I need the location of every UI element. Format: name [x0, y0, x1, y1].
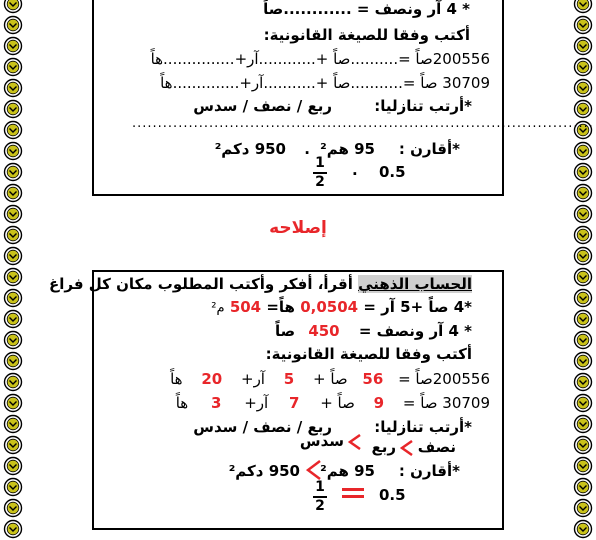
border-circle-icon — [3, 519, 23, 539]
correction-title: إصلاحه — [269, 218, 327, 238]
border-circle-icon — [573, 162, 593, 182]
border-circle-icon — [573, 435, 593, 455]
corr-line-4-u3: هاً — [170, 370, 183, 388]
corr-order-answer-c: سدس — [299, 432, 344, 450]
border-circle-icon — [3, 78, 23, 98]
blank-line-3: 200556صاً =..........صاً +............آر+...............هاً — [150, 50, 490, 68]
corr-line-5-v2: 7 — [288, 394, 300, 412]
border-circle-icon — [573, 330, 593, 350]
border-circle-icon — [3, 162, 23, 182]
border-circle-icon — [573, 36, 593, 56]
fraction-denominator: 2 — [315, 498, 325, 514]
corr-line-3: أكتب وفقا للصيغة القانونية: — [265, 345, 472, 363]
corr-line-5-u2: آر+ — [244, 394, 269, 412]
corr-decimal: 0.5 — [379, 486, 406, 504]
blank-decimal: 0.5 — [379, 163, 406, 181]
corr-line-4-v1: 56 — [362, 370, 384, 388]
border-circle-icon — [573, 456, 593, 476]
border-circle-icon — [3, 477, 23, 497]
corr-line-1-value1: 0,0504 — [300, 298, 359, 316]
border-circle-icon — [573, 267, 593, 287]
corr-compare-b: 950 دكم² — [228, 462, 300, 480]
corr-line-4-u2: آر+ — [241, 370, 265, 388]
border-circle-icon — [3, 267, 23, 287]
corr-line-1-prefix: *4 صاً +5 آر = — [363, 298, 472, 316]
border-circle-icon — [573, 519, 593, 539]
border-circle-icon — [3, 498, 23, 518]
corr-line-2-unit: صاً — [274, 322, 296, 340]
corr-order-answer-b: ربع — [371, 438, 396, 456]
greater-than-mark — [306, 460, 322, 480]
border-circle-icon — [3, 246, 23, 266]
border-circle-icon — [573, 15, 593, 35]
blank-line-2: أكتب وفقا للصيغة القانونية: — [263, 26, 470, 44]
blank-compare-a: 95 هم² — [320, 140, 375, 158]
border-circle-icon — [573, 246, 593, 266]
fraction-numerator: 1 — [315, 155, 325, 171]
greater-than-mark — [348, 434, 362, 450]
border-circle-icon — [3, 15, 23, 35]
corr-line-4-v2: 5 — [283, 370, 295, 388]
corr-line-1-unit: م² — [211, 301, 225, 316]
border-circle-icon — [573, 498, 593, 518]
corr-line-2 — [275, 322, 472, 340]
corr-line-5-u3: هاً — [175, 394, 189, 412]
header-highlight: الحساب الذهني — [358, 275, 472, 293]
blank-order-values: ربع / نصف / سدس — [193, 97, 332, 115]
border-circle-icon — [573, 309, 593, 329]
corr-compare-label: *أقارن : — [398, 462, 460, 480]
border-circle-icon — [573, 393, 593, 413]
border-circle-icon — [3, 57, 23, 77]
border-circle-icon — [573, 57, 593, 77]
border-circle-icon — [3, 456, 23, 476]
corr-line-5-v3: 3 — [211, 394, 222, 412]
corr-compare-a: 95 هم² — [320, 462, 375, 480]
corr-line-2-prefix: * 4 آر ونصف = — [358, 322, 472, 340]
border-circle-icon — [3, 36, 23, 56]
corr-line-5 — [176, 394, 490, 412]
blank-dotted-line: .......................................................................................... — [132, 116, 594, 131]
corr-line-5-v1: 9 — [373, 394, 385, 412]
blank-fraction — [313, 156, 327, 190]
border-circle-icon — [3, 351, 23, 371]
corr-line-5-prefix: 30709 صاً = — [402, 394, 490, 412]
border-circle-icon — [3, 414, 23, 434]
left-decorative-border — [0, 0, 26, 540]
border-circle-icon — [573, 183, 593, 203]
blank-order-label: *أرتب تنازليا: — [374, 97, 472, 115]
corr-line-1 — [211, 298, 472, 318]
corr-line-5-u1: صاً + — [320, 394, 355, 412]
blank-compare-dot: . — [304, 140, 310, 158]
border-circle-icon — [3, 435, 23, 455]
border-circle-icon — [573, 351, 593, 371]
exercise-box-corrected — [49, 270, 504, 530]
border-circle-icon — [3, 330, 23, 350]
border-circle-icon — [3, 0, 23, 14]
corr-line-4 — [170, 370, 490, 388]
blank-compare-label: *أقارن : — [398, 140, 460, 158]
border-circle-icon — [3, 120, 23, 140]
corr-order-label: *أرتب تنازليا: — [374, 418, 472, 436]
border-circle-icon — [573, 78, 593, 98]
border-circle-icon — [573, 288, 593, 308]
border-circle-icon — [3, 309, 23, 329]
border-circle-icon — [573, 372, 593, 392]
border-circle-icon — [3, 99, 23, 119]
border-circle-icon — [3, 372, 23, 392]
border-circle-icon — [573, 141, 593, 161]
mental-math-header — [49, 275, 472, 293]
border-circle-icon — [3, 183, 23, 203]
corr-fraction — [313, 480, 327, 514]
corr-line-2-value: 450 — [308, 322, 340, 340]
corr-line-4-v3: 20 — [201, 370, 223, 388]
border-circle-icon — [573, 414, 593, 434]
corr-line-4-u1: صاً + — [312, 370, 348, 388]
corr-line-1-value2: 504 — [229, 298, 262, 316]
right-decorative-border — [570, 0, 596, 540]
corr-order-values: ربع / نصف / سدس — [193, 418, 332, 436]
border-circle-icon — [573, 0, 593, 14]
corr-order-answer-a: نصف — [417, 438, 456, 456]
blank-fraction-dot: . — [352, 161, 358, 179]
greater-than-mark — [400, 440, 414, 456]
border-circle-icon — [3, 141, 23, 161]
border-circle-icon — [3, 288, 23, 308]
blank-line-1: * 4 آر ونصف = ............صاً — [263, 0, 470, 18]
corr-line-4-prefix: 200556صاً = — [398, 370, 490, 388]
equals-mark — [342, 484, 364, 502]
exercise-box-blank — [92, 0, 594, 196]
blank-line-4: 30709 صاً =...........صاً +...........آر+..............هاً — [160, 74, 490, 92]
fraction-numerator: 1 — [315, 479, 325, 495]
fraction-denominator: 2 — [315, 174, 325, 190]
header-instruction: أقرأ، أفكر وأكتب المطلوب مكان كل فراغ — [49, 275, 359, 293]
corr-line-1-mid: هاً= — [266, 298, 295, 316]
border-circle-icon — [3, 393, 23, 413]
border-circle-icon — [573, 477, 593, 497]
blank-compare-b: 950 دكم² — [214, 140, 286, 158]
